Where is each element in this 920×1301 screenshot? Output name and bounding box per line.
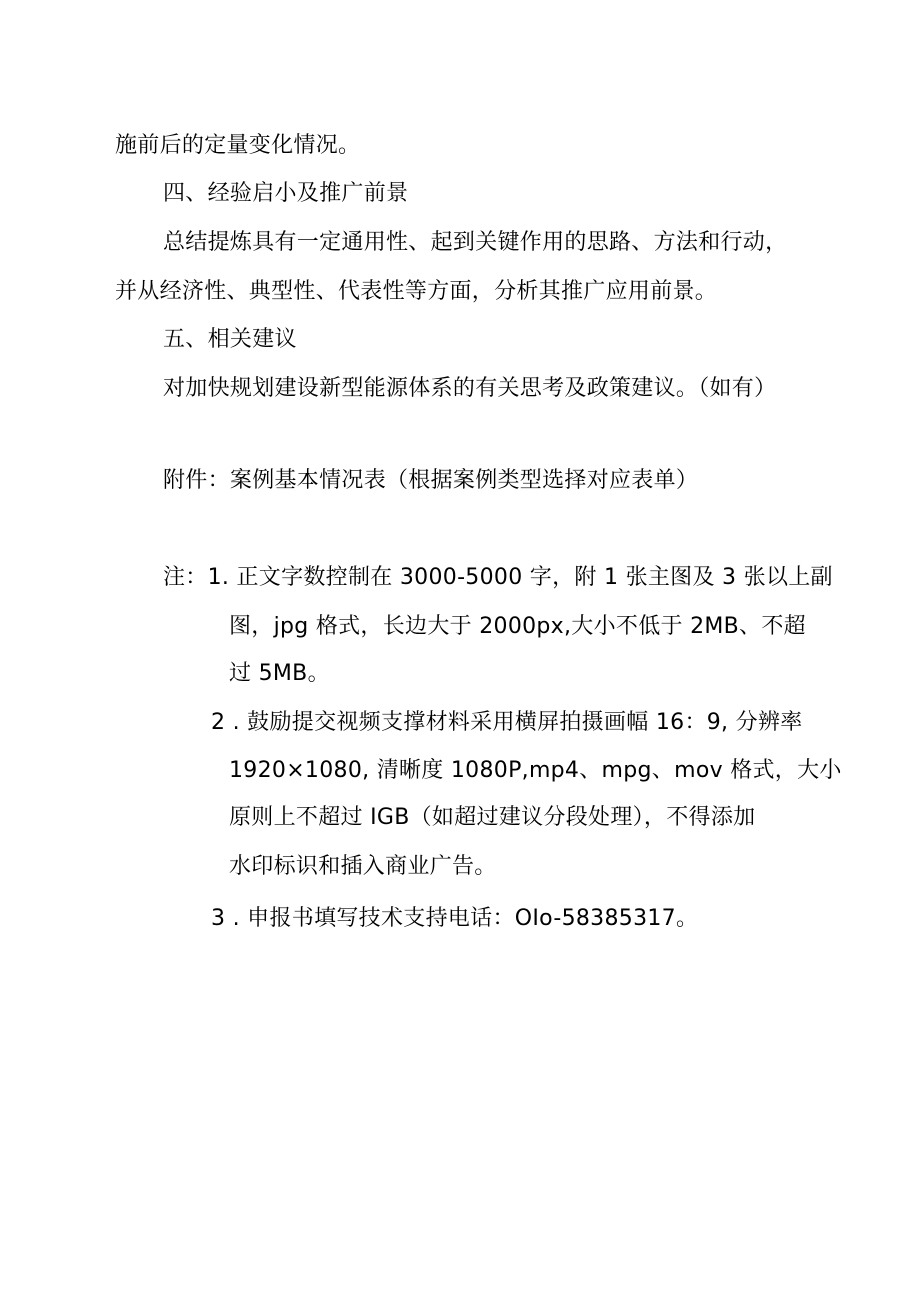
attachment-line: 附件：案例基本情况表（根据案例类型选择对应表单） xyxy=(163,468,699,493)
note2-line1: 2 . 鼓励提交视频支撑材料采用横屏拍摄画幅 16：9, 分辨率 xyxy=(211,710,803,735)
note1-line2: 图，jpg 格式，长边大于 2000px,大小不低于 2MB、不超 xyxy=(229,614,806,639)
note2-line4: 水印标识和插入商业广告。 xyxy=(229,854,497,879)
section4-body-line1: 总结提炼具有一定通用性、起到关键作用的思路、方法和行动， xyxy=(163,230,788,255)
note1-line3: 过 5MB。 xyxy=(229,661,330,686)
note2-line3: 原则上不超过 IGB（如超过建议分段处理），不得添加 xyxy=(229,805,756,830)
section4-body-line2: 并从经济性、典型性、代表性等方面，分析其推广应用前景。 xyxy=(115,279,718,304)
section5-heading: 五、相关建议 xyxy=(163,327,297,352)
note3-line1: 3 . 申报书填写技术支持电话：OIo-58385317。 xyxy=(211,906,699,931)
section4-heading: 四、经验启小及推广前景 xyxy=(163,181,409,206)
note1-line1: 注：1. 正文字数控制在 3000-5000 字，附 1 张主图及 3 张以上副 xyxy=(163,565,833,590)
intro-tail-text: 施前后的定量变化情况。 xyxy=(115,133,361,158)
section5-body-line1: 对加快规划建设新型能源体系的有关思考及政策建议。（如有） xyxy=(163,376,777,401)
note2-line2: 1920×1080, 清晰度 1080P,mp4、mpg、mov 格式，大小 xyxy=(229,758,842,783)
